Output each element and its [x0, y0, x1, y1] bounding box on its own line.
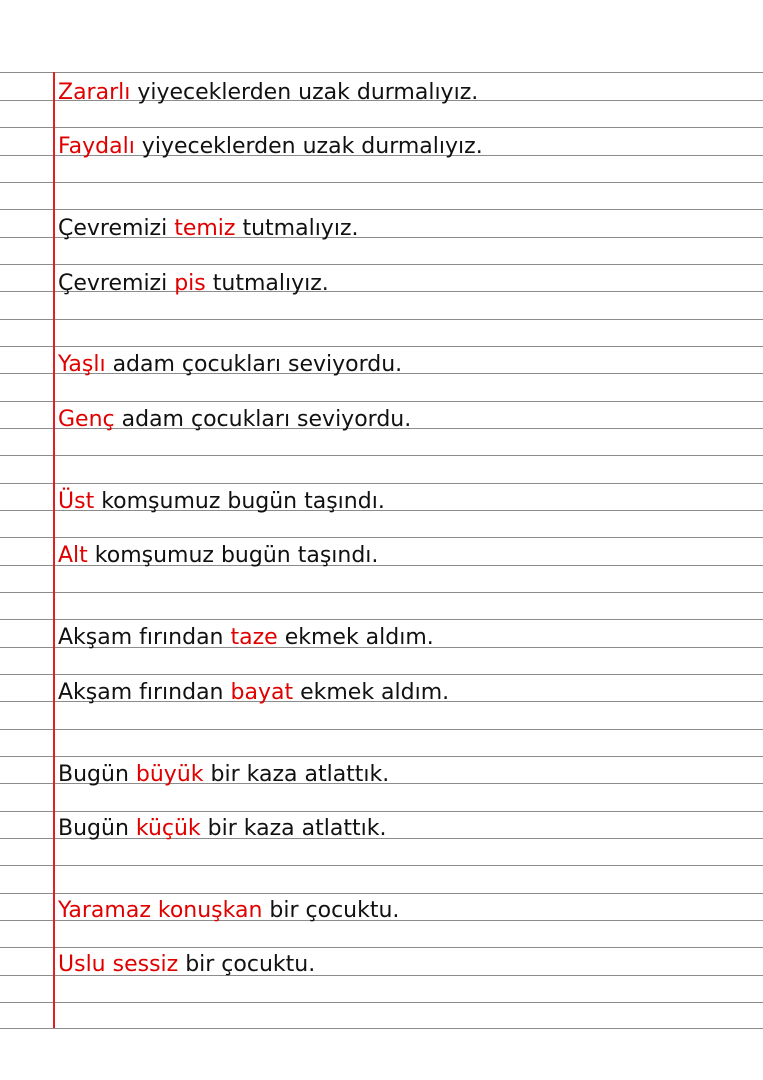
highlighted-word: küçük — [135, 816, 201, 841]
highlighted-word: Uslu sessiz — [58, 952, 179, 977]
sentence — [58, 130, 483, 164]
ruled-line — [0, 1002, 763, 1003]
ruled-line — [0, 756, 763, 757]
sentence-text: ekmek aldım. — [277, 625, 434, 650]
ruled-line — [0, 319, 763, 320]
sentence-text: Akşam fırından — [58, 625, 231, 650]
ruled-line — [0, 865, 763, 866]
margin-line — [53, 72, 55, 1028]
sentence-text: komşumuz bugün taşındı. — [94, 489, 385, 514]
highlighted-word: Alt — [58, 543, 88, 568]
ruled-line — [0, 1028, 763, 1029]
ruled-line — [0, 182, 763, 183]
sentence-text: adam çocukları seviyordu. — [114, 407, 412, 432]
sentence-text: Çevremizi — [58, 216, 175, 241]
ruled-line — [0, 592, 763, 593]
sentence-text: tutmalıyız. — [205, 271, 329, 296]
highlighted-word: Faydalı — [58, 134, 135, 159]
ruled-line — [0, 72, 763, 73]
sentence-text: yiyeceklerden uzak durmalıyız. — [130, 80, 479, 105]
highlighted-word: taze — [230, 625, 278, 650]
highlighted-word: pis — [174, 271, 206, 296]
highlighted-word: Üst — [58, 489, 95, 514]
highlighted-word: Yaramaz konuşkan — [58, 898, 263, 923]
sentence — [58, 267, 329, 301]
ruled-line — [0, 209, 763, 210]
sentence-text: adam çocukları seviyordu. — [105, 352, 403, 377]
ruled-line — [0, 619, 763, 620]
sentence — [58, 621, 434, 655]
ruled-line — [0, 127, 763, 128]
sentence — [58, 485, 385, 519]
sentence-text: bir kaza atlattık. — [203, 762, 390, 787]
highlighted-word: büyük — [135, 762, 204, 787]
ruled-line — [0, 401, 763, 402]
highlighted-word: Genç — [58, 407, 115, 432]
sentence — [58, 76, 478, 110]
ruled-line — [0, 729, 763, 730]
ruled-line — [0, 264, 763, 265]
ruled-line — [0, 455, 763, 456]
sentence-text: Bugün — [58, 762, 136, 787]
sentence-text: Akşam fırından — [58, 680, 231, 705]
ruled-line — [0, 483, 763, 484]
ruled-line — [0, 346, 763, 347]
sentence — [58, 812, 386, 846]
sentence-text: komşumuz bugün taşındı. — [87, 543, 379, 568]
sentence-text: Çevremizi — [58, 271, 175, 296]
sentence — [58, 676, 449, 710]
sentence — [58, 348, 402, 382]
highlighted-word: Zararlı — [58, 80, 131, 105]
sentence — [58, 894, 399, 928]
sentence — [58, 948, 315, 982]
ruled-line — [0, 674, 763, 675]
sentence — [58, 758, 389, 792]
sentence — [58, 539, 378, 573]
sentence-text: ekmek aldım. — [293, 680, 450, 705]
sentence — [58, 212, 358, 246]
highlighted-word: bayat — [230, 680, 294, 705]
sentence-text: bir çocuktu. — [178, 952, 316, 977]
sentence-text: bir çocuktu. — [262, 898, 400, 923]
ruled-line — [0, 537, 763, 538]
sentence — [58, 403, 411, 437]
sentence-text: bir kaza atlattık. — [200, 816, 387, 841]
highlighted-word: Yaşlı — [58, 352, 106, 377]
sentence-text: Bugün — [58, 816, 136, 841]
sentence-text: yiyeceklerden uzak durmalıyız. — [134, 134, 483, 159]
highlighted-word: temiz — [174, 216, 236, 241]
sentence-text: tutmalıyız. — [235, 216, 359, 241]
